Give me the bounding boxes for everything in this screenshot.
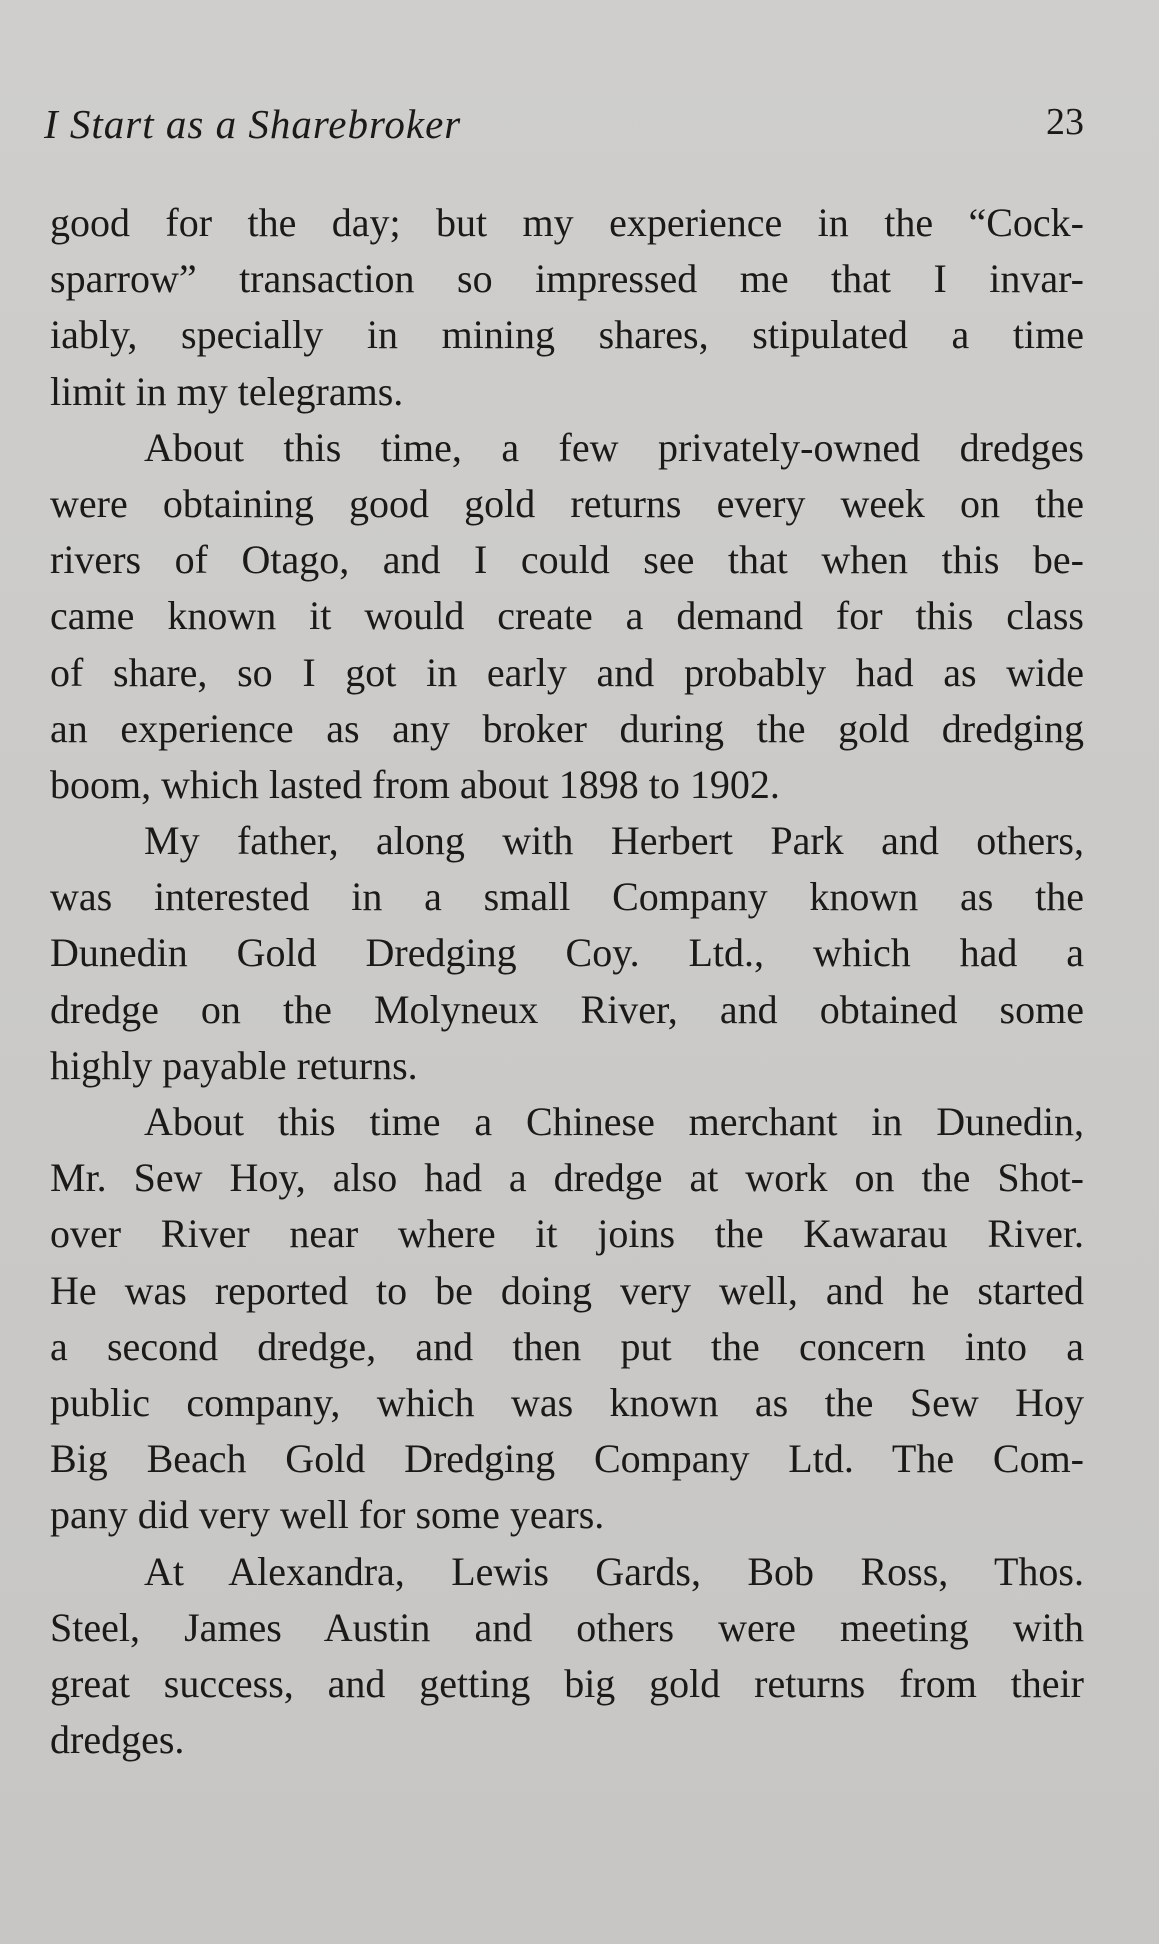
text-line: At Alexandra, Lewis Gards, Bob Ross, Thos.: [144, 1548, 1084, 1594]
text-line: Steel, James Austin and others were meeting with: [50, 1604, 1084, 1650]
text-line: sparrow” transaction so impressed me that I invar-: [50, 256, 1084, 302]
text-line: limit in my telegrams.: [50, 368, 404, 414]
text-line: were obtaining good gold returns every week on the: [50, 480, 1084, 526]
text-line: over River near where it joins the Kawarau River.: [50, 1211, 1084, 1257]
text-line: Dunedin Gold Dredging Coy. Ltd., which had a: [50, 930, 1084, 976]
text-line: iably, specially in mining shares, stipulated a time: [50, 312, 1084, 358]
text-line: dredge on the Molyneux River, and obtained some: [50, 986, 1084, 1032]
text-line: Big Beach Gold Dredging Company Ltd. The Com-: [50, 1436, 1084, 1482]
text-line: good for the day; but my experience in the “Cock-: [50, 200, 1084, 245]
text-line: an experience as any broker during the gold dredging: [50, 705, 1084, 751]
page-number: 23: [1046, 101, 1084, 143]
text-line: About this time, a few privately-owned dredges: [144, 424, 1084, 470]
text-line: He was reported to be doing very well, and he started: [50, 1267, 1084, 1313]
text-line: great success, and getting big gold returns from their: [50, 1660, 1084, 1706]
text-line: dredges.: [50, 1717, 185, 1763]
text-line: About this time a Chinese merchant in Dunedin,: [144, 1099, 1084, 1144]
text-line: of share, so I got in early and probably had as wide: [50, 649, 1084, 695]
text-line: pany did very well for some years.: [50, 1492, 605, 1538]
text-line: highly payable returns.: [50, 1042, 418, 1088]
running-head: [44, 100, 1084, 150]
text-line: My father, along with Herbert Park and others,: [144, 818, 1084, 864]
text-line: public company, which was known as the Sew Hoy: [50, 1379, 1084, 1425]
text-line: a second dredge, and then put the concern into a: [50, 1323, 1084, 1369]
text-line: came known it would create a demand for this class: [50, 593, 1084, 639]
text-line: Mr. Sew Hoy, also had a dredge at work on the Shot-: [50, 1155, 1084, 1201]
text-line: was interested in a small Company known as the: [50, 874, 1084, 920]
body-text: [50, 195, 1084, 1768]
chapter-title: I Start as a Sharebroker: [44, 101, 462, 147]
text-line: boom, which lasted from about 1898 to 1902.: [50, 761, 780, 807]
text-line: rivers of Otago, and I could see that when this be-: [50, 537, 1084, 583]
